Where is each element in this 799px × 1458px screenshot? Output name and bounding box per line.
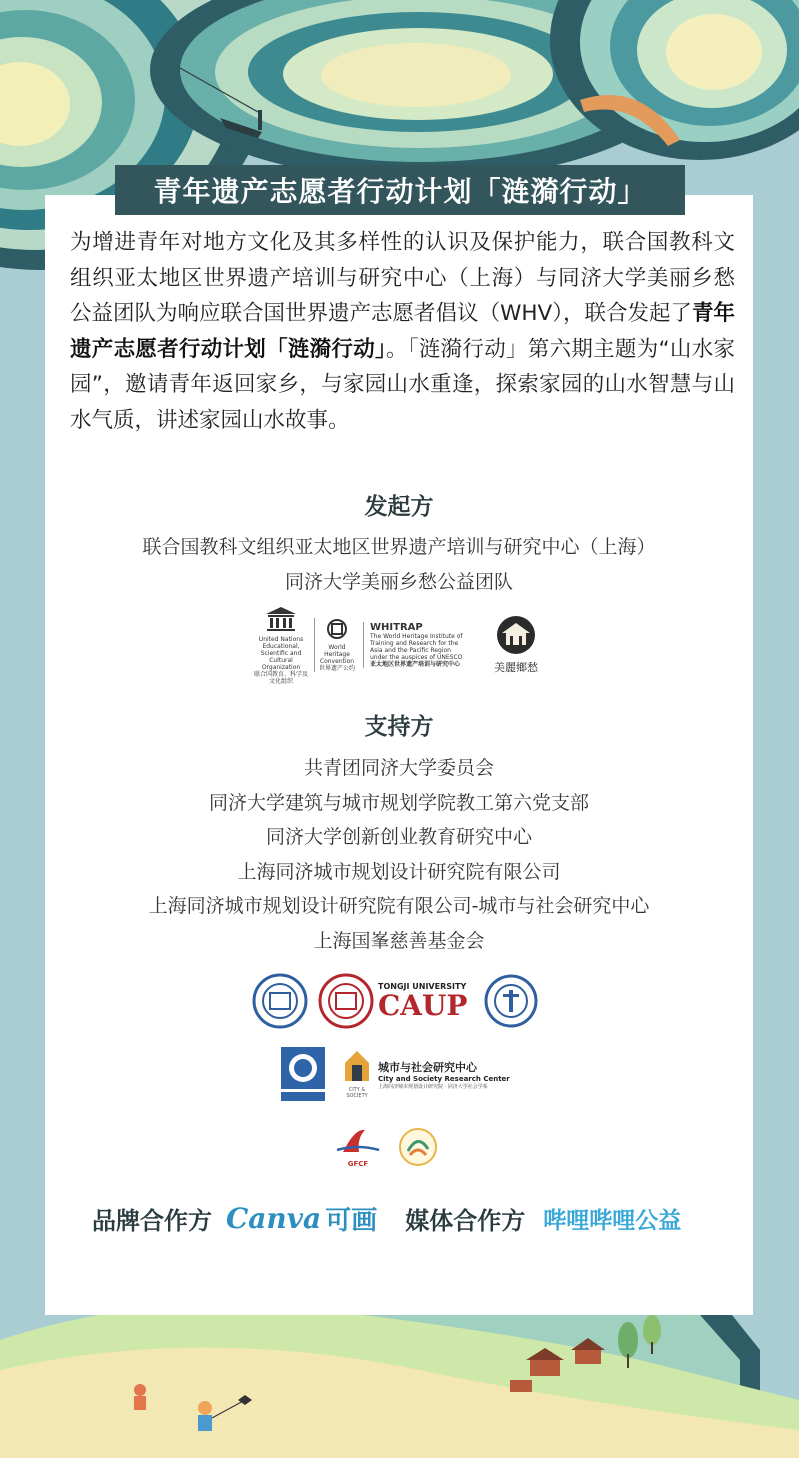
list-item: 同济大学建筑与城市规划学院教工第六党支部 bbox=[208, 791, 589, 814]
caup-logo: TONGJI UNIVERSITY CAUP bbox=[378, 981, 468, 1022]
pavilion-emblem-icon bbox=[496, 615, 536, 655]
list-item: 上海国峯慈善基金会 bbox=[313, 929, 485, 952]
initiator-logos bbox=[252, 612, 552, 685]
youth-badge-icon bbox=[398, 1127, 438, 1167]
education-center-seal-icon bbox=[484, 974, 538, 1028]
supporter-logos-row-2 bbox=[280, 1046, 510, 1102]
canva-logo: Canva bbox=[226, 1201, 322, 1235]
intro-paragraph bbox=[70, 225, 735, 438]
kehua-logo: 可画 bbox=[325, 1205, 378, 1236]
meili-xiangchou-logo: 美麗鄉愁 bbox=[488, 615, 544, 675]
world-heritage-emblem-icon bbox=[326, 618, 348, 640]
whc-logo: World Heritage Convention 世界遗产公约 bbox=[314, 618, 355, 672]
tjupdi-logo-icon bbox=[280, 1046, 326, 1102]
tongji-seal-red-icon bbox=[318, 973, 374, 1029]
unesco-logo: United Nations Educational, Scientific and Cultural Organization 联合国教育、科学及文化组织 bbox=[252, 606, 310, 685]
initiators-list bbox=[45, 530, 753, 599]
list-item: 上海同济城市规划设计研究院有限公司 bbox=[237, 860, 561, 883]
list-item: 同济大学创新创业教育研究中心 bbox=[265, 826, 532, 848]
title-banner bbox=[115, 165, 685, 215]
list-item: 上海同济城市规划设计研究院有限公司-城市与社会研究中心 bbox=[148, 895, 650, 917]
list-item: 同济大学美丽乡愁公益团队 bbox=[284, 570, 513, 593]
whitrap-logo: WHITRAP The World Heritage Institute of Training and Research for the Asia and the Pacific Region under the auspices of UNESCO 亚太地区世界遗产培训与研究中心 bbox=[363, 622, 470, 668]
unesco-temple-icon bbox=[264, 606, 298, 632]
csrc-logo: CITY & SOCIETY 城市与社会研究中心 City and Society Research Center 上海同济城市规划设计研究院 · 同济大学社会学系 bbox=[342, 1049, 510, 1099]
brand-partner-label: 品牌合作方 bbox=[92, 1206, 212, 1235]
supporter-logos-row-1 bbox=[252, 972, 542, 1030]
house-emblem-icon bbox=[343, 1049, 371, 1083]
bilibili-charity-logo: 哔哩哔哩公益 bbox=[543, 1207, 682, 1234]
intro-text-2: 。「涟漪行动」第六期主题为“山水家园”，邀请青年返回家乡，与家园山水重逢，探索家园的山水智慧与山水气质，讲述家园山水故事。 bbox=[70, 336, 735, 433]
initiators-heading: 发起方 bbox=[364, 494, 434, 520]
supporters-list bbox=[45, 751, 753, 958]
list-item: 共青团同济大学委员会 bbox=[303, 757, 494, 779]
gfcf-logo: GFCF bbox=[330, 1126, 386, 1168]
page-title: 青年遗产志愿者行动计划「涟漪行动」 bbox=[153, 175, 647, 208]
list-item: 联合国教科文组织亚太地区世界遗产培训与研究中心（上海） bbox=[142, 536, 656, 558]
supporters-heading: 支持方 bbox=[364, 714, 434, 740]
partners-row bbox=[92, 1196, 712, 1240]
intro-text-1: 为增进青年对地方文化及其多样性的认识及保护能力，联合国教科文组织亚太地区世界遗产培训与研究中心（上海）与同济大学美丽乡愁公益团队为响应联合国世界遗产志愿者倡议（WHV），联合发起了 bbox=[70, 230, 735, 326]
intro-highlight: 青年遗产志愿者行动计划「涟漪行动」 bbox=[70, 301, 735, 362]
supporter-logos-row-3 bbox=[330, 1124, 450, 1170]
tongji-seal-blue-icon bbox=[252, 973, 308, 1029]
media-partner-label: 媒体合作方 bbox=[405, 1206, 526, 1235]
gfcf-emblem-icon bbox=[335, 1126, 381, 1156]
